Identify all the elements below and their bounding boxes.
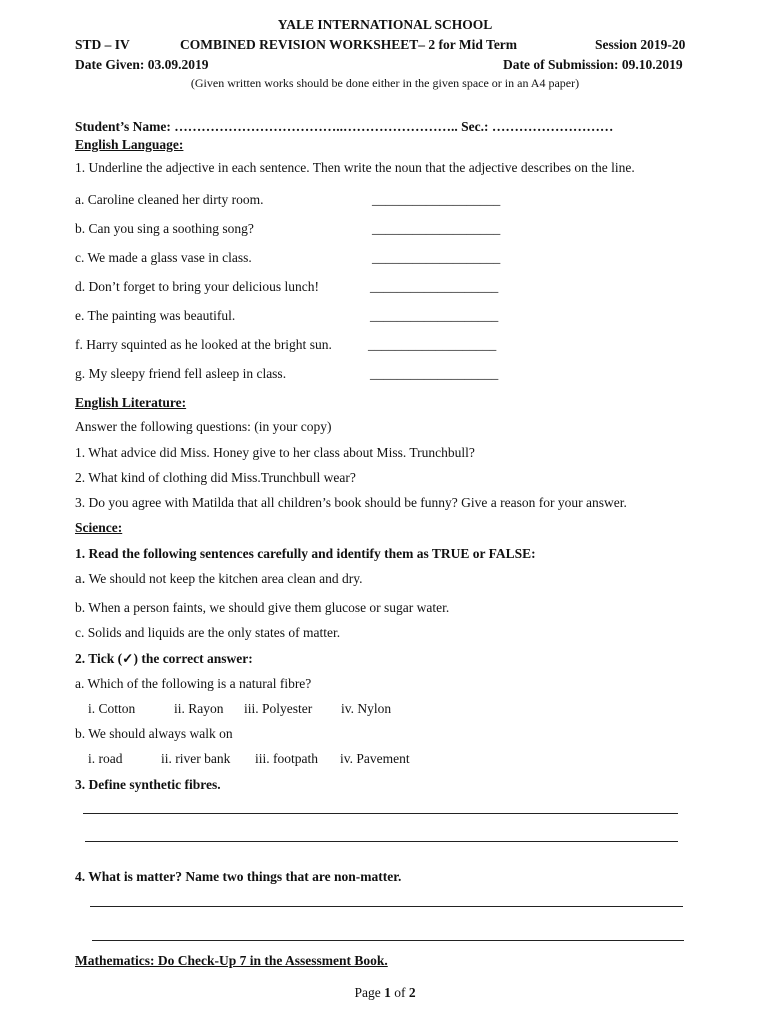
- page-current: 1: [384, 985, 391, 1000]
- answer-line[interactable]: [90, 906, 683, 907]
- answer-line[interactable]: [92, 940, 684, 941]
- option-footpath[interactable]: iii. footpath: [255, 751, 318, 766]
- science-q1-a: [75, 571, 363, 588]
- science-q2-b: b. We should always walk on: [75, 726, 233, 741]
- worksheet-title: COMBINED REVISION WORKSHEET– 2 for Mid Term: [180, 37, 518, 52]
- science-q1: 1. Read the following sentences carefully and identify them as TRUE or FALSE:: [75, 546, 536, 561]
- english-language-instruction: 1. Underline the adjective in each sentence. Then write the noun that the adjective describes on the line.: [75, 160, 635, 175]
- list-item: f. Harry squinted as he looked at the bright sun.: [75, 337, 332, 352]
- option-cotton[interactable]: i. Cotton: [88, 701, 136, 716]
- page-number: [0, 985, 770, 1001]
- english-literature-heading: English Literature:: [75, 395, 187, 410]
- instructions-note: (Given written works should be done either in the given space or in an A4 paper): [190, 76, 580, 90]
- english-language-heading: English Language:: [75, 137, 184, 152]
- page-of: of: [394, 985, 406, 1000]
- science-q1-b: b. When a person faints, we should give them glucose or sugar water.: [75, 600, 450, 615]
- science-q2-a: a. Which of the following is a natural fibre?: [75, 676, 312, 691]
- standard: STD – IV: [75, 37, 130, 52]
- answer-blank[interactable]: ___________________: [370, 308, 499, 323]
- science-q2: 2. Tick (✓) the correct answer:: [75, 651, 253, 666]
- page-total: 2: [408, 985, 416, 1000]
- answer-blank[interactable]: ___________________: [372, 221, 501, 236]
- session: Session 2019-20: [595, 37, 686, 52]
- mathematics-instruction: Mathematics: Do Check-Up 7 in the Assessment Book.: [75, 953, 388, 968]
- list-item: g. My sleepy friend fell asleep in class.: [75, 366, 287, 381]
- school-name: YALE INTERNATIONAL SCHOOL: [277, 17, 493, 32]
- option-rayon[interactable]: ii. Rayon: [174, 701, 224, 716]
- list-item: c. We made a glass vase in class.: [75, 250, 252, 265]
- list-item: d. Don’t forget to bring your delicious lunch!: [75, 279, 319, 294]
- science-q3: 3. Define synthetic fibres.: [75, 777, 221, 792]
- list-item: a. Caroline cleaned her dirty room.: [75, 192, 264, 207]
- answer-blank[interactable]: ___________________: [372, 250, 501, 265]
- english-literature-instruction: Answer the following questions: (in your copy): [75, 419, 332, 434]
- page-prefix: Page: [354, 985, 381, 1000]
- date-of-submission: Date of Submission: 09.10.2019: [503, 57, 683, 72]
- literature-question: 1. What advice did Miss. Honey give to her class about Miss. Trunchbull?: [75, 445, 475, 460]
- option-nylon[interactable]: iv. Nylon: [341, 701, 392, 716]
- science-q1-c: c. Solids and liquids are the only states of matter.: [75, 625, 341, 640]
- item-text: We should not keep the kitchen area clean and dry.: [88, 571, 363, 586]
- date-given: Date Given: 03.09.2019: [75, 57, 209, 72]
- list-item: e. The painting was beautiful.: [75, 308, 236, 323]
- answer-blank[interactable]: ___________________: [370, 279, 499, 294]
- science-heading: Science:: [75, 520, 123, 535]
- item-letter: a.: [75, 571, 86, 587]
- literature-question: 2. What kind of clothing did Miss.Trunchbull wear?: [75, 470, 356, 485]
- answer-line[interactable]: [85, 841, 678, 842]
- science-q4: 4. What is matter? Name two things that are non-matter.: [75, 869, 402, 884]
- answer-blank[interactable]: ___________________: [368, 337, 497, 352]
- option-river-bank[interactable]: ii. river bank: [161, 751, 231, 766]
- answer-blank[interactable]: ___________________: [370, 366, 499, 381]
- answer-blank[interactable]: ___________________: [372, 192, 501, 207]
- option-polyester[interactable]: iii. Polyester: [244, 701, 313, 716]
- option-road[interactable]: i. road: [88, 751, 123, 766]
- option-pavement[interactable]: iv. Pavement: [340, 751, 410, 766]
- answer-line[interactable]: [83, 813, 678, 814]
- literature-question: 3. Do you agree with Matilda that all children’s book should be funny? Give a reason for your answer.: [75, 495, 627, 510]
- list-item: b. Can you sing a soothing song?: [75, 221, 254, 236]
- student-name-line: Student’s Name: ………………………………..…………………….. Sec.: ………………………: [75, 119, 614, 134]
